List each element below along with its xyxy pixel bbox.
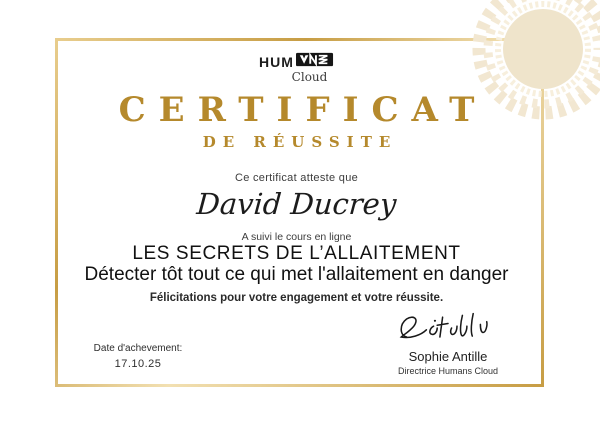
course-title: LES SECRETS DE L’ALLAITEMENT: [132, 243, 461, 264]
course-intro-line: A suivi le cours en ligne: [241, 231, 352, 243]
signature-block: [383, 310, 513, 376]
certificate-title: CERTIFICAT: [118, 90, 488, 130]
date-label: Date d'achevement:: [93, 343, 183, 354]
logo-word-hum: HUM: [259, 54, 294, 70]
signatory-title: Directrice Humans Cloud: [397, 366, 499, 376]
recipient-name: David Ducrey: [195, 187, 398, 221]
certificate-subtitle: DE RÉUSSITE: [202, 133, 398, 151]
course-subtitle: Détecter tôt tout ce qui met l'allaitement en danger: [84, 264, 509, 285]
date-value: 17.10.25: [114, 358, 162, 370]
humans-monogram-icon: [296, 52, 334, 72]
handwritten-signature-icon: [393, 310, 503, 346]
signatory-name: Sophie Antille: [408, 349, 488, 364]
attestation-line: Ce certificat atteste que: [234, 172, 359, 184]
congratulations-line: Félicitations pour votre engagement et votre réussite.: [149, 292, 444, 304]
completion-date-block: [78, 343, 198, 370]
logo: [55, 52, 538, 84]
logo-word-cloud: Cloud: [291, 70, 328, 84]
